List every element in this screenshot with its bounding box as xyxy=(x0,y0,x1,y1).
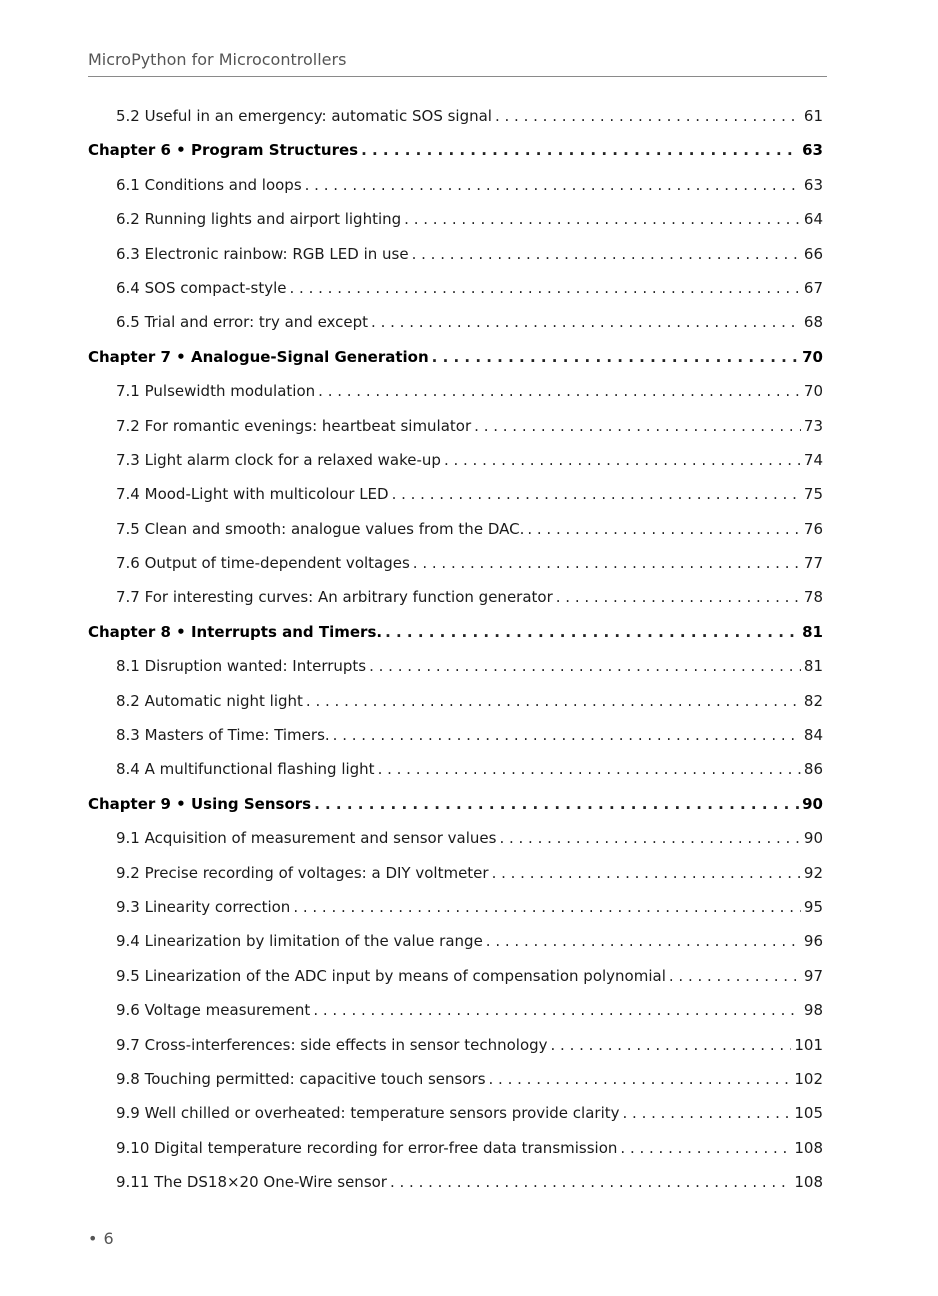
dot-leader xyxy=(371,305,801,339)
toc-chapter-entry xyxy=(88,340,823,374)
toc-entry-title: 8.3 Masters of Time: Timers. xyxy=(116,726,330,745)
dot-leader xyxy=(412,237,801,271)
toc-entry-title: 9.10 Digital temperature recording for error-free data transmission xyxy=(116,1138,618,1157)
toc-entry-title: 9.8 Touching permitted: capacitive touch sensors xyxy=(116,1069,486,1088)
toc-entry-page: 86 xyxy=(803,760,823,779)
dot-leader xyxy=(551,1028,792,1062)
toc-entry-title: 8.4 A multifunctional flashing light xyxy=(116,760,375,779)
toc-section-entry xyxy=(88,168,823,202)
toc-section-entry xyxy=(88,477,823,511)
toc-entry-page: 95 xyxy=(803,897,823,916)
table-of-contents xyxy=(88,99,823,1200)
toc-entry-page: 96 xyxy=(803,932,823,951)
toc-entry-page: 67 xyxy=(803,278,823,297)
toc-entry-page: 64 xyxy=(803,210,823,229)
toc-section-entry xyxy=(88,924,823,958)
dot-leader xyxy=(432,340,799,374)
toc-entry-title: 9.5 Linearization of the ADC input by means of compensation polynomial xyxy=(116,966,666,985)
toc-entry-page: 63 xyxy=(803,175,823,194)
toc-entry-page: 63 xyxy=(802,141,823,160)
toc-section-entry xyxy=(88,649,823,683)
toc-section-entry xyxy=(88,684,823,718)
toc-entry-title: Chapter 9 • Using Sensors xyxy=(88,794,312,813)
toc-section-entry xyxy=(88,202,823,236)
toc-section-entry xyxy=(88,409,823,443)
toc-section-entry xyxy=(88,374,823,408)
toc-entry-page: 97 xyxy=(803,966,823,985)
dot-leader xyxy=(385,615,799,649)
toc-entry-page: 82 xyxy=(803,691,823,710)
running-header xyxy=(88,50,827,77)
dot-leader xyxy=(486,924,801,958)
toc-entry-page: 66 xyxy=(803,244,823,263)
dot-leader xyxy=(305,168,801,202)
toc-entry-page: 70 xyxy=(802,347,823,366)
toc-entry-page: 90 xyxy=(802,794,823,813)
dot-leader xyxy=(620,1131,791,1165)
toc-section-entry xyxy=(88,718,823,752)
toc-section-entry xyxy=(88,99,823,133)
toc-section-entry xyxy=(88,890,823,924)
toc-section-entry xyxy=(88,512,823,546)
toc-entry-title: 7.7 For interesting curves: An arbitrary function generator xyxy=(116,588,553,607)
dot-leader xyxy=(318,374,801,408)
toc-entry-title: 6.1 Conditions and loops xyxy=(116,175,302,194)
toc-entry-title: 6.4 SOS compact-style xyxy=(116,278,287,297)
toc-entry-title: 7.2 For romantic evenings: heartbeat simulator xyxy=(116,416,472,435)
bullet-icon: • xyxy=(88,1229,98,1248)
toc-entry-page: 102 xyxy=(794,1069,823,1088)
toc-section-entry xyxy=(88,305,823,339)
dot-leader xyxy=(378,752,801,786)
dot-leader xyxy=(492,856,801,890)
toc-entry-title: Chapter 8 • Interrupts and Timers. xyxy=(88,622,383,641)
toc-chapter-entry xyxy=(88,615,823,649)
toc-section-entry xyxy=(88,1028,823,1062)
dot-leader xyxy=(392,477,801,511)
toc-chapter-entry xyxy=(88,787,823,821)
toc-entry-title: 6.2 Running lights and airport lighting xyxy=(116,210,402,229)
dot-leader xyxy=(474,409,801,443)
toc-entry-title: 7.6 Output of time-dependent voltages xyxy=(116,554,410,573)
toc-entry-page: 61 xyxy=(803,107,823,125)
dot-leader xyxy=(333,718,801,752)
toc-entry-title: 7.1 Pulsewidth modulation xyxy=(116,382,316,401)
dot-leader xyxy=(361,133,799,167)
toc-entry-page: 70 xyxy=(803,382,823,401)
toc-entry-page: 108 xyxy=(794,1138,823,1157)
toc-entry-title: Chapter 7 • Analogue-Signal Generation xyxy=(88,347,429,366)
toc-entry-page: 77 xyxy=(803,554,823,573)
dot-leader xyxy=(623,1096,792,1130)
dot-leader xyxy=(444,443,801,477)
toc-entry-title: 9.1 Acquisition of measurement and sensor values xyxy=(116,829,497,848)
toc-entry-page: 75 xyxy=(803,485,823,504)
dot-leader xyxy=(306,684,801,718)
toc-section-entry xyxy=(88,237,823,271)
dot-leader xyxy=(495,99,801,133)
toc-section-entry xyxy=(88,1165,823,1199)
dot-leader xyxy=(527,512,801,546)
toc-chapter-entry xyxy=(88,133,823,167)
toc-entry-title: 9.7 Cross-interferences: side effects in sensor technology xyxy=(116,1035,548,1054)
toc-section-entry xyxy=(88,1062,823,1096)
toc-section-entry xyxy=(88,993,823,1027)
dot-leader xyxy=(290,271,801,305)
toc-entry-page: 73 xyxy=(803,416,823,435)
toc-entry-title: 7.5 Clean and smooth: analogue values from the DAC. xyxy=(116,519,525,538)
toc-entry-title: 7.4 Mood-Light with multicolour LED xyxy=(116,485,389,504)
toc-entry-page: 84 xyxy=(803,726,823,745)
toc-entry-title: 8.2 Automatic night light xyxy=(116,691,303,710)
toc-entry-page: 108 xyxy=(794,1173,823,1192)
toc-entry-page: 101 xyxy=(794,1035,823,1054)
toc-entry-page: 98 xyxy=(803,1001,823,1020)
toc-section-entry xyxy=(88,443,823,477)
toc-entry-page: 76 xyxy=(803,519,823,538)
toc-section-entry xyxy=(88,546,823,580)
toc-entry-page: 92 xyxy=(803,863,823,882)
dot-leader xyxy=(489,1062,792,1096)
toc-section-entry xyxy=(88,821,823,855)
page-number: 6 xyxy=(103,1229,114,1248)
toc-section-entry xyxy=(88,959,823,993)
toc-entry-title: 9.3 Linearity correction xyxy=(116,897,291,916)
toc-entry-page: 81 xyxy=(802,622,823,641)
dot-leader xyxy=(413,546,801,580)
toc-entry-title: 9.2 Precise recording of voltages: a DIY voltmeter xyxy=(116,863,489,882)
dot-leader xyxy=(556,580,801,614)
toc-entry-title: 7.3 Light alarm clock for a relaxed wake-up xyxy=(116,450,441,469)
toc-section-entry xyxy=(88,856,823,890)
toc-entry-title: 9.11 The DS18×20 One-Wire sensor xyxy=(116,1173,387,1192)
toc-entry-title: 8.1 Disruption wanted: Interrupts xyxy=(116,657,367,676)
dot-leader xyxy=(293,890,801,924)
toc-section-entry xyxy=(88,271,823,305)
dot-leader xyxy=(390,1165,791,1199)
toc-section-entry xyxy=(88,752,823,786)
toc-entry-title: 9.9 Well chilled or overheated: temperature sensors provide clarity xyxy=(116,1104,620,1123)
toc-entry-page: 78 xyxy=(803,588,823,607)
toc-entry-page: 74 xyxy=(803,450,823,469)
toc-entry-page: 68 xyxy=(803,313,823,332)
toc-section-entry xyxy=(88,1131,823,1165)
book-title: MicroPython for Microcontrollers xyxy=(88,50,347,69)
toc-entry-page: 105 xyxy=(794,1104,823,1123)
toc-entry-title: 9.4 Linearization by limitation of the value range xyxy=(116,932,483,951)
dot-leader xyxy=(313,993,801,1027)
dot-leader xyxy=(499,821,800,855)
dot-leader xyxy=(369,649,801,683)
dot-leader xyxy=(669,959,801,993)
toc-entry-title: 6.3 Electronic rainbow: RGB LED in use xyxy=(116,244,409,263)
page-footer xyxy=(88,1229,114,1249)
toc-section-entry xyxy=(88,580,823,614)
dot-leader xyxy=(404,202,801,236)
toc-entry-title: 6.5 Trial and error: try and except xyxy=(116,313,369,332)
dot-leader xyxy=(314,787,799,821)
toc-section-entry xyxy=(88,1096,823,1130)
toc-entry-title: 5.2 Useful in an emergency: automatic SOS signal xyxy=(116,107,492,125)
toc-entry-title: Chapter 6 • Program Structures xyxy=(88,141,359,160)
toc-entry-page: 81 xyxy=(803,657,823,676)
toc-entry-page: 90 xyxy=(803,829,823,848)
toc-entry-title: 9.6 Voltage measurement xyxy=(116,1001,311,1020)
